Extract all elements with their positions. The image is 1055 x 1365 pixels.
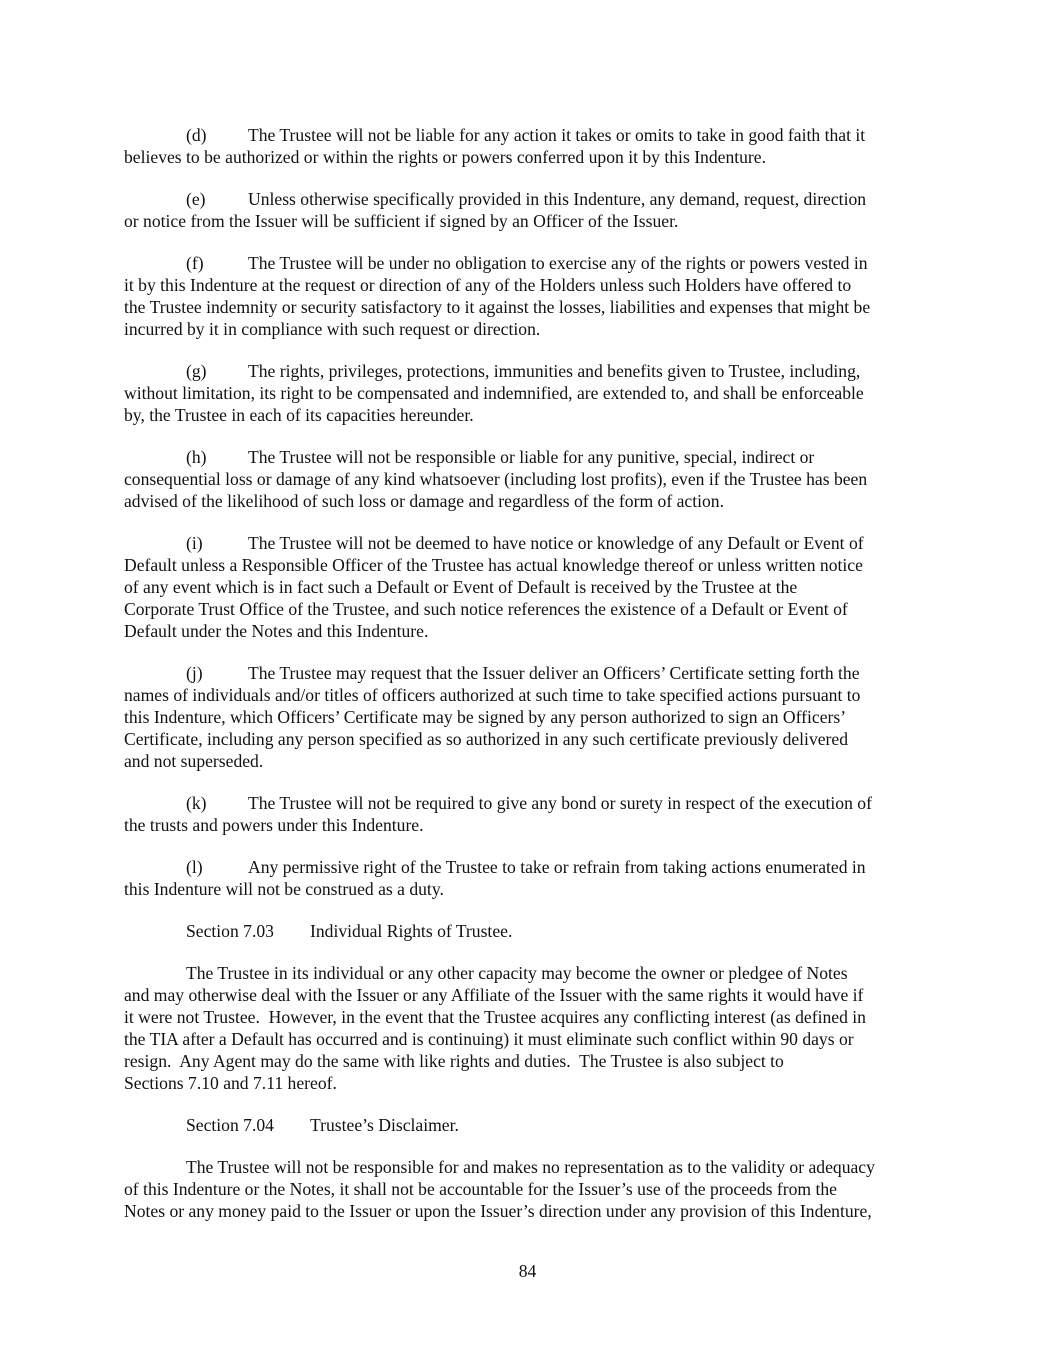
clause-e [124,188,944,232]
paragraph-text: of this Indenture or the Notes, it shall not be accountable for the Issuer’s use of the proceeds from the [124,1179,837,1199]
paragraph-text: Sections 7.10 and 7.11 hereof. [124,1073,337,1093]
clause-text: The Trustee will be under no obligation to exercise any of the rights or powers vested in [248,253,868,273]
clause-label: (e) [186,189,206,209]
clause-text: Default unless a Responsible Officer of the Trustee has actual knowledge thereof or unless written notice [124,555,863,575]
clause-j [124,662,944,772]
clause-h [124,446,944,512]
clause-label: (g) [186,361,207,381]
clause-label: (f) [186,253,204,273]
page-number: 84 [518,1261,537,1281]
clause-label: (d) [186,125,207,145]
clause-label: (h) [186,447,207,467]
clause-text: the Trustee indemnity or security satisfactory to it against the losses, liabilities and expenses that might be [124,297,871,317]
clause-text: Default under the Notes and this Indenture. [124,621,429,641]
clause-text: Unless otherwise specifically provided in this Indenture, any demand, request, direction [248,189,867,209]
paragraph-text: and may otherwise deal with the Issuer or any Affiliate of the Issuer with the same rights it would have if [124,985,864,1005]
clause-text: of any event which is in fact such a Default or Event of Default is received by the Trustee at the [124,577,798,597]
paragraph-text: resign. Any Agent may do the same with like rights and duties. The Trustee is also subject to [124,1051,784,1071]
clause-text: this Indenture will not be construed as a duty. [124,879,444,899]
section-heading-7-03 [124,920,944,942]
clause-text: Any permissive right of the Trustee to take or refrain from taking actions enumerated in [248,857,866,877]
clause-text: The rights, privileges, protections, immunities and benefits given to Trustee, including, [248,361,861,381]
section-7-03-body [124,962,944,1094]
clause-text: incurred by it in compliance with such request or direction. [124,319,541,339]
clause-f [124,252,944,340]
clause-l [124,856,944,900]
clause-label: (k) [186,793,207,813]
clause-text: names of individuals and/or titles of officers authorized at such time to take specified actions pursuant to [124,685,861,705]
section-7-04-body [124,1156,944,1222]
clause-text: without limitation, its right to be compensated and indemnified, are extended to, and shall be enforceable [124,383,864,403]
clause-text: or notice from the Issuer will be sufficient if signed by an Officer of the Issuer. [124,211,679,231]
clause-text: Corporate Trust Office of the Trustee, and such notice references the existence of a Default or Event of [124,599,848,619]
section-number: Section 7.03 [186,921,274,941]
section-title: Individual Rights of Trustee. [310,921,513,941]
clause-text: The Trustee will not be required to give any bond or surety in respect of the execution of [248,793,872,813]
clause-text: Certificate, including any person specified as so authorized in any such certificate previously delivered [124,729,849,749]
clause-text: advised of the likelihood of such loss or damage and regardless of the form of action. [124,491,724,511]
clause-text: believes to be authorized or within the rights or powers conferred upon it by this Indenture. [124,147,767,167]
clause-label: (l) [186,857,203,877]
paragraph-text: The Trustee will not be responsible for and makes no representation as to the validity or adequacy [186,1157,875,1177]
clause-text: The Trustee may request that the Issuer deliver an Officers’ Certificate setting forth the [248,663,860,683]
clause-k [124,792,944,836]
document-page [124,124,944,1242]
clause-text: and not superseded. [124,751,264,771]
clause-text: The Trustee will not be responsible or liable for any punitive, special, indirect or [248,447,815,467]
clause-text: consequential loss or damage of any kind whatsoever (including lost profits), even if the Trustee has been [124,469,868,489]
clause-label: (i) [186,533,203,553]
section-number: Section 7.04 [186,1115,274,1135]
clause-text: The Trustee will not be deemed to have notice or knowledge of any Default or Event of [248,533,864,553]
clause-i [124,532,944,642]
clause-text: this Indenture, which Officers’ Certificate may be signed by any person authorized to sign an Officers’ [124,707,847,727]
clause-text: by, the Trustee in each of its capacities hereunder. [124,405,474,425]
clause-text: it by this Indenture at the request or direction of any of the Holders unless such Holders have offered to [124,275,852,295]
section-title: Trustee’s Disclaimer. [310,1115,459,1135]
paragraph-text: The Trustee in its individual or any other capacity may become the owner or pledgee of Notes [186,963,848,983]
section-heading-7-04 [124,1114,944,1136]
clause-d [124,124,944,168]
clause-text: The Trustee will not be liable for any action it takes or omits to take in good faith that it [248,125,866,145]
clause-g [124,360,944,426]
clause-label: (j) [186,663,203,683]
paragraph-text: it were not Trustee. However, in the event that the Trustee acquires any conflicting interest (as defined in [124,1007,866,1027]
paragraph-text: Notes or any money paid to the Issuer or upon the Issuer’s direction under any provision of this Indenture, [124,1201,872,1221]
clause-text: the trusts and powers under this Indenture. [124,815,424,835]
paragraph-text: the TIA after a Default has occurred and is continuing) it must eliminate such conflict within 90 days or [124,1029,854,1049]
